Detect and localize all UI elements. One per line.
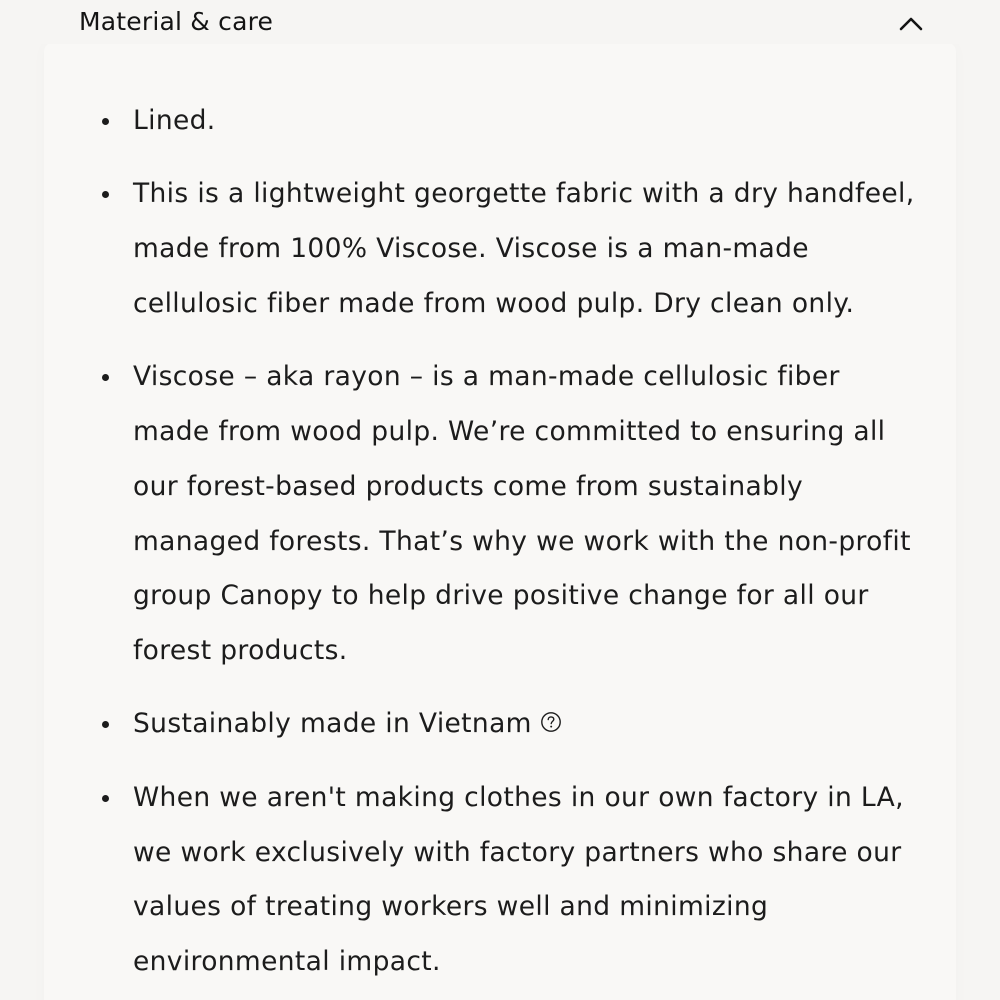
item-text: Lined.: [133, 105, 216, 136]
question-circle-icon[interactable]: [540, 711, 562, 733]
bullet: [102, 118, 109, 125]
item-text: forest products.: [133, 635, 348, 667]
bullet: [102, 374, 109, 381]
item-text: managed forests. That’s why we work with the non-profit: [133, 525, 911, 557]
list-item: [0, 94, 1000, 149]
care-list: [0, 94, 1000, 1000]
item-text: This is a lightweight georgette fabric with a dry handfeel,: [133, 178, 915, 210]
item-text: cellulosic fiber made from wood pulp. Dry clean only.: [133, 287, 855, 319]
item-text: Viscose – aka rayon – is a man-made cellulosic fiber: [133, 361, 840, 393]
accordion-header[interactable]: [0, 0, 1000, 44]
item-text: made from wood pulp. We’re committed to ensuring all: [133, 415, 886, 447]
item-text: group Canopy to help drive positive change for all our: [133, 580, 869, 612]
item-text: we work exclusively with factory partners who share our: [133, 836, 902, 868]
list-item: [0, 697, 1000, 752]
chevron-up-icon[interactable]: [896, 10, 926, 34]
bullet: [102, 721, 109, 728]
bullet: [102, 191, 109, 198]
bullet: [102, 795, 109, 802]
list-item: [0, 167, 1000, 331]
item-text: made from 100% Viscose. Viscose is a man-made: [133, 233, 809, 265]
item-text: Sustainably made in Vietnam: [133, 708, 532, 740]
item-text: environmental impact.: [133, 946, 441, 978]
item-text: our forest-based products come from sustainably: [133, 470, 803, 502]
item-text: When we aren't making clothes in our own factory in LA,: [133, 781, 904, 813]
list-item: [0, 350, 1000, 679]
list-item: [0, 771, 1000, 990]
item-text: values of treating workers well and minimizing: [133, 891, 769, 923]
section-title: Material & care: [79, 7, 274, 36]
